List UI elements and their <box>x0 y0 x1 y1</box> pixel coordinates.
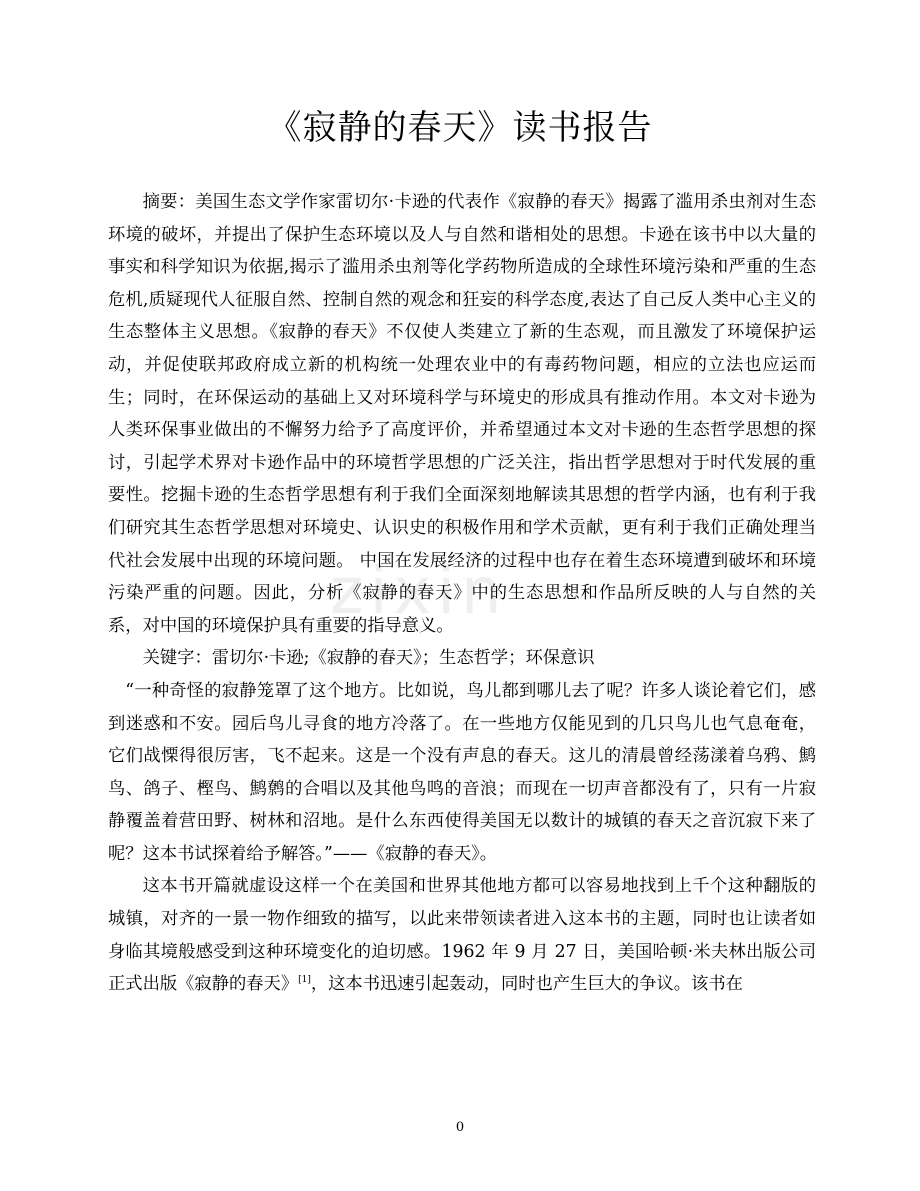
page-number: 0 <box>455 1120 465 1135</box>
body-paragraph <box>108 870 816 1000</box>
body-paragraph-continuation: ，这本书迅速引起轰动，同时也产生巨大的争议。该书在 <box>310 974 743 995</box>
quote-paragraph: “一种奇怪的寂静笼罩了这个地方。比如说，鸟儿都到哪儿去了呢？许多人谈论着它们，感到迷惑和不安。园后鸟儿寻食的地方冷落了。在一些地方仅能见到的几只鸟儿也气息奄奄，它们战慄得很厉害，飞不起来。这是一个没有声息的春天。这儿的清晨曾经荡漾着乌鸦、鹪鸟、鸽子、樫鸟、鹪鹩的合唱以及其他鸟鸣的音浪；而现在一切声音都没有了，只有一片寂静覆盖着营田野、树林和沼地。是什么东西使得美国无以数计的城镇的春天之音沉寂下来了呢？这本书试探着给予解答。”——《寂静的春天》。 <box>108 680 816 864</box>
keywords-paragraph: 关键字：雷切尔·卡逊;《寂静的春天》；生态哲学；环保意识 <box>142 648 595 669</box>
document-body <box>108 186 816 1001</box>
watermark: zixin <box>330 555 508 629</box>
document-title: 《寂静的春天》读书报告 <box>267 108 653 148</box>
abstract-paragraph: 摘要：美国生态文学作家雷切尔·卡逊的代表作《寂静的春天》揭露了滥用杀虫剂对生态环境的破坏，并提出了保护生态环境以及人与自然和谐相处的思想。卡逊在该书中以大量的事实和科学知识为依据,揭示了滥用杀虫剂等化学药物所造成的全球性环境污染和严重的生态危机,质疑现代人征服自然、控制自然的观念和狂妄的科学态度,表达了自己反人类中心主义的生态整体主义思想。《寂静的春天》不仅使人类建立了新的生态观，而且激发了环境保护运动，并促使联邦政府成立新的机构统一处理农业中的有毒药物问题，相应的立法也应运而生；同时，在环保运动的基础上又对环境科学与环境史的形成具有推动作用。本文对卡逊为人类环保事业做出的不懈努力给予了高度评价，并希望通过本文对卡逊的生态哲学思想的探讨，引起学术界对卡逊作品中的环境哲学思想的广泛关注，指出哲学思想对于时代发展的重要性。挖掘卡逊的生态哲学思想有利于我们全面深刻地解读其思想的哲学内涵，也有利于我们研究其生态哲学思想对环境史、认识史的积极作用和学术贡献，更有利于我们正确处理当代社会发展中出现的环境问题。 中国在发展经济的过程中也存在着生态环境遭到破坏和环境污染严重的问题。因此，分析《寂静的春天》中的生态思想和作品所反映的人与自然的关系，对中国的环境保护具有重要的指导意义。 <box>108 192 816 636</box>
reference-mark[interactable]: [1] <box>298 975 311 986</box>
body-paragraph-text: 这本书开篇就虚设这样一个在美国和世界其他地方都可以容易地找到上千个这种翻版的城镇，对齐的一景一物作细致的描写，以此来带领读者进入这本书的主题，同时也让读者如身临其境般感受到这种环境变化的迫切感。1962 年 9 月 27 日，美国哈顿·米夫林出版公司正式出版《寂静的春天》 <box>108 876 816 995</box>
